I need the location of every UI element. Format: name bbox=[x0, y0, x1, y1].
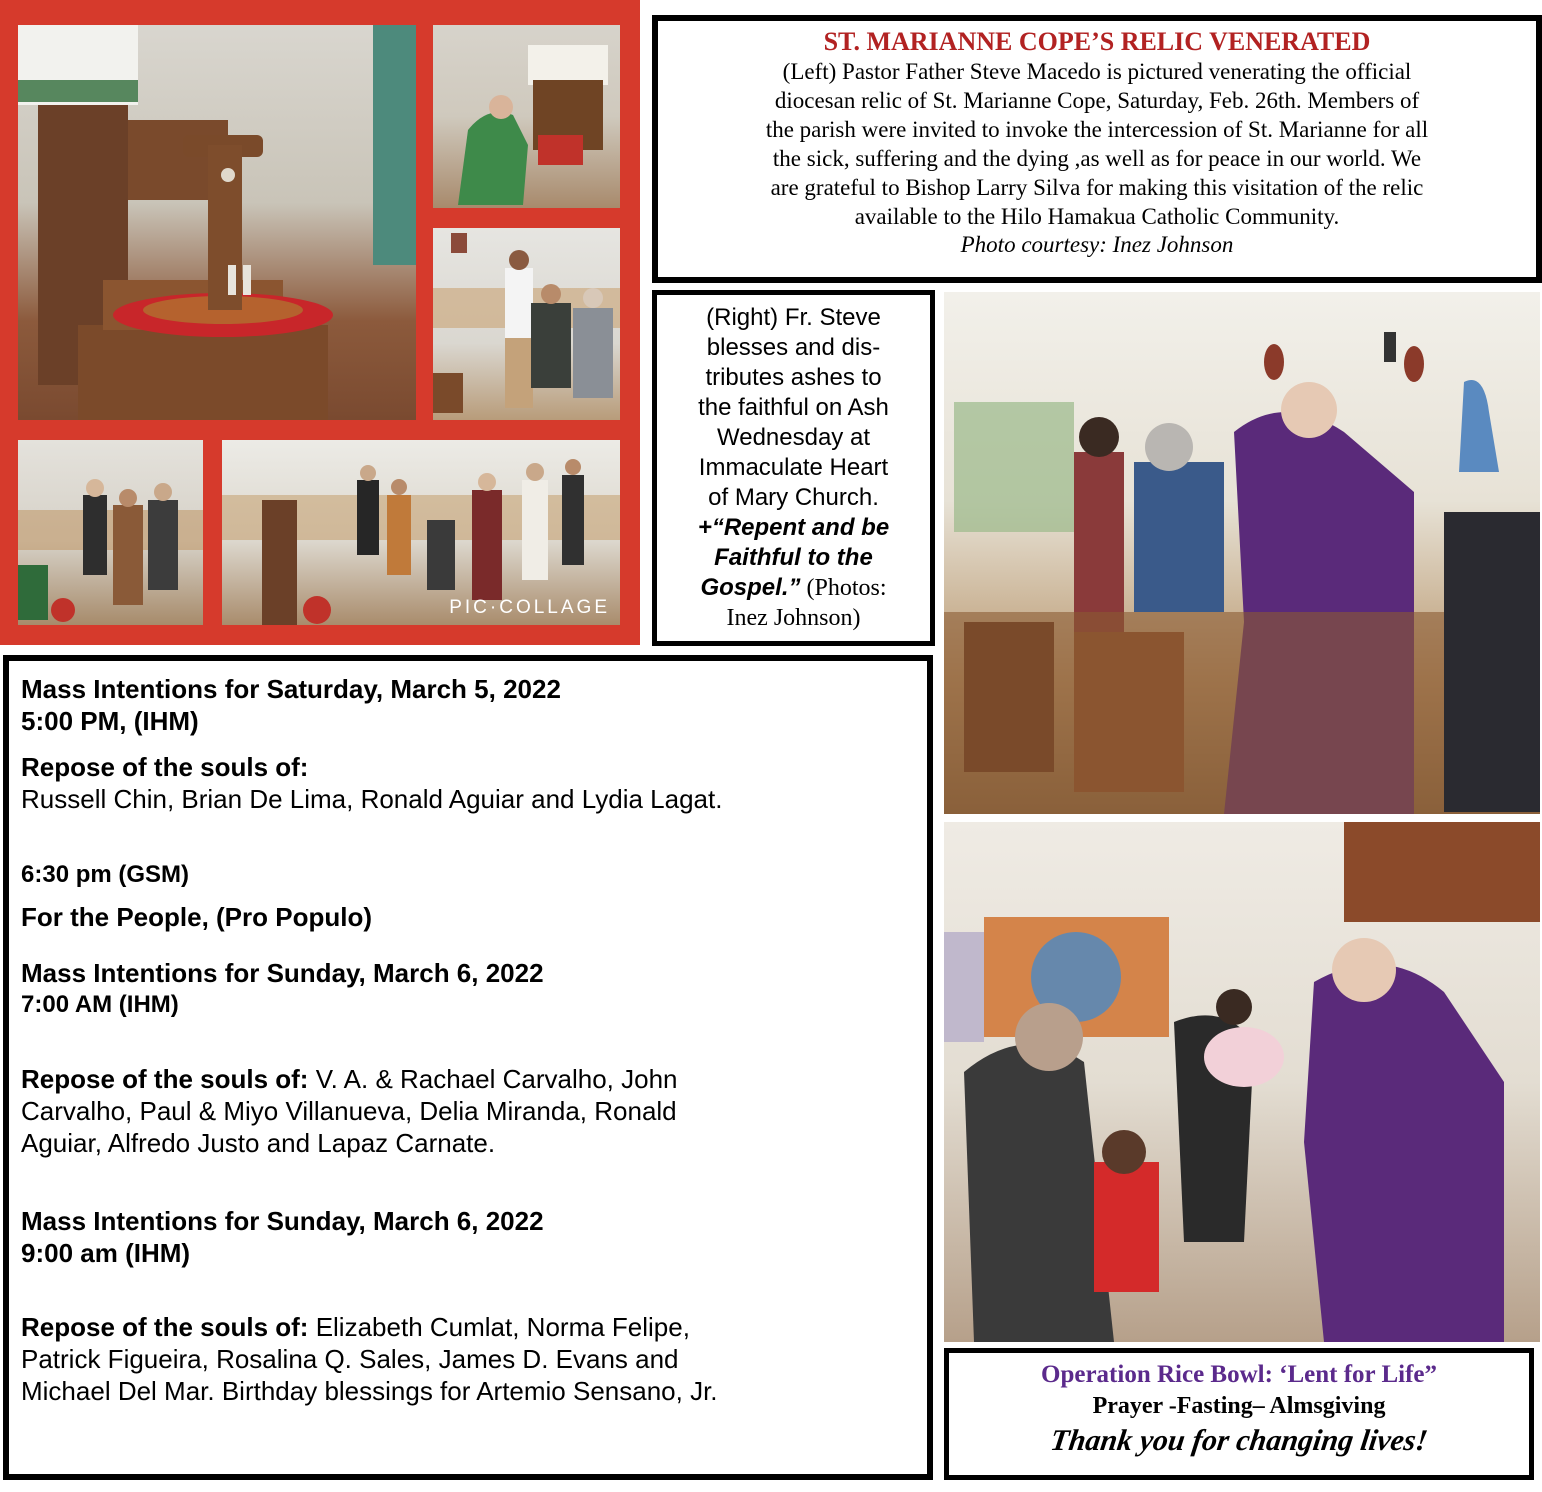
sun2-repose-label: Repose of the souls of: bbox=[21, 1312, 309, 1342]
ash-line: tributes ashes to bbox=[705, 364, 882, 391]
ash-photo-2-illustration bbox=[944, 822, 1540, 1342]
ash-wednesday-photo-1 bbox=[944, 292, 1540, 814]
relic-line: available to the Hilo Hamakua Catholic Community. bbox=[854, 204, 1340, 229]
rice-bowl-box bbox=[944, 1348, 1534, 1480]
ash-quote: Faithful to the bbox=[714, 544, 873, 571]
ash-quote: +“Repent and be bbox=[697, 514, 890, 541]
sat-repose-names: Russell Chin, Brian De Lima, Ronald Aguiar and Lydia Lagat. bbox=[21, 784, 723, 814]
sat-heading: Mass Intentions for Saturday, March 5, 2022 bbox=[21, 674, 561, 704]
rice-bowl-thanks: Thank you for changing lives! bbox=[1048, 1424, 1430, 1457]
priest-kneeling-photo bbox=[433, 25, 620, 208]
photo-collage bbox=[0, 0, 640, 645]
ash-wednesday-photo-2 bbox=[944, 822, 1540, 1342]
ash-wednesday-caption bbox=[652, 290, 935, 646]
rice-bowl-title: Operation Rice Bowl: ‘Lent for Life” bbox=[1041, 1361, 1437, 1388]
sun1-names: Carvalho, Paul & Miyo Villanueva, Delia Miranda, Ronald bbox=[21, 1096, 677, 1126]
sun1-repose-label: Repose of the souls of: bbox=[21, 1064, 309, 1094]
sat2-time: 6:30 pm (GSM) bbox=[21, 861, 190, 888]
sun2-names: Michael Del Mar. Birthday blessings for Artemio Sensano, Jr. bbox=[21, 1376, 718, 1406]
sun1-names: Aguiar, Alfredo Justo and Lapaz Carnate. bbox=[21, 1128, 496, 1158]
ash-line: of Mary Church. bbox=[708, 484, 879, 511]
sun2-time: 9:00 am (IHM) bbox=[21, 1238, 191, 1268]
rice-bowl-subtitle: Prayer -Fasting– Almsgiving bbox=[1092, 1393, 1386, 1419]
sat-time: 5:00 PM, (IHM) bbox=[21, 706, 199, 736]
ash-line: the faithful on Ash bbox=[698, 394, 889, 421]
group-line-photo bbox=[222, 440, 620, 625]
sun2-heading: Mass Intentions for Sunday, March 6, 2022 bbox=[21, 1206, 544, 1236]
ash-quote: Gospel.” bbox=[700, 574, 801, 601]
sun2-names: Elizabeth Cumlat, Norma Felipe, bbox=[308, 1312, 690, 1342]
ash-credit: (Photos: bbox=[800, 575, 887, 601]
priest-kneeling-illustration bbox=[433, 25, 620, 208]
relic-title: ST. MARIANNE COPE’S RELIC VENERATED bbox=[823, 27, 1371, 56]
group-bowing-illustration bbox=[18, 440, 203, 625]
ash-line: blesses and dis- bbox=[706, 334, 881, 361]
relic-line: diocesan relic of St. Marianne Cope, Saturday, Feb. 26th. Members of bbox=[774, 88, 1420, 113]
ash-line: Immaculate Heart bbox=[698, 454, 889, 481]
relic-photo-credit: Photo courtesy: Inez Johnson bbox=[960, 232, 1234, 257]
relic-body bbox=[658, 57, 1536, 231]
relic-article bbox=[652, 15, 1542, 283]
ash-line: Wednesday at bbox=[717, 424, 870, 451]
sun2-names: Patrick Figueira, Rosalina Q. Sales, James D. Evans and bbox=[21, 1344, 679, 1374]
ash-line: (Right) Fr. Steve bbox=[706, 304, 881, 331]
sun1-names: V. A. & Rachael Carvalho, John bbox=[308, 1064, 678, 1094]
relic-photo-illustration bbox=[18, 25, 416, 420]
group-bowing-photo bbox=[18, 440, 203, 625]
sun2-repose bbox=[21, 1311, 915, 1343]
mass-intentions bbox=[3, 655, 933, 1480]
sat2-intention: For the People, (Pro Populo) bbox=[21, 902, 372, 932]
venerating-people-photo bbox=[433, 228, 620, 420]
sun1-time: 7:00 AM (IHM) bbox=[21, 991, 179, 1018]
collage-watermark: PIC·COLLAGE bbox=[449, 597, 610, 618]
ash-quote-credit bbox=[663, 573, 924, 603]
sun1-heading: Mass Intentions for Sunday, March 6, 2022 bbox=[21, 958, 544, 988]
sun1-repose bbox=[21, 1063, 915, 1095]
relic-line: are grateful to Bishop Larry Silva for making this visitation of the relic bbox=[770, 175, 1424, 200]
ash-photo-1-illustration bbox=[944, 292, 1540, 814]
ash-credit: Inez Johnson) bbox=[726, 605, 861, 631]
relic-line: the parish were invited to invoke the intercession of St. Marianne for all bbox=[765, 117, 1429, 142]
venerating-people-illustration bbox=[433, 228, 620, 420]
relic-line: (Left) Pastor Father Steve Macedo is pictured venerating the official bbox=[782, 59, 1412, 84]
relic-photo bbox=[18, 25, 416, 420]
sat-repose-label: Repose of the souls of: bbox=[21, 752, 309, 782]
relic-line: the sick, suffering and the dying ,as well as for peace in our world. We bbox=[772, 146, 1422, 171]
